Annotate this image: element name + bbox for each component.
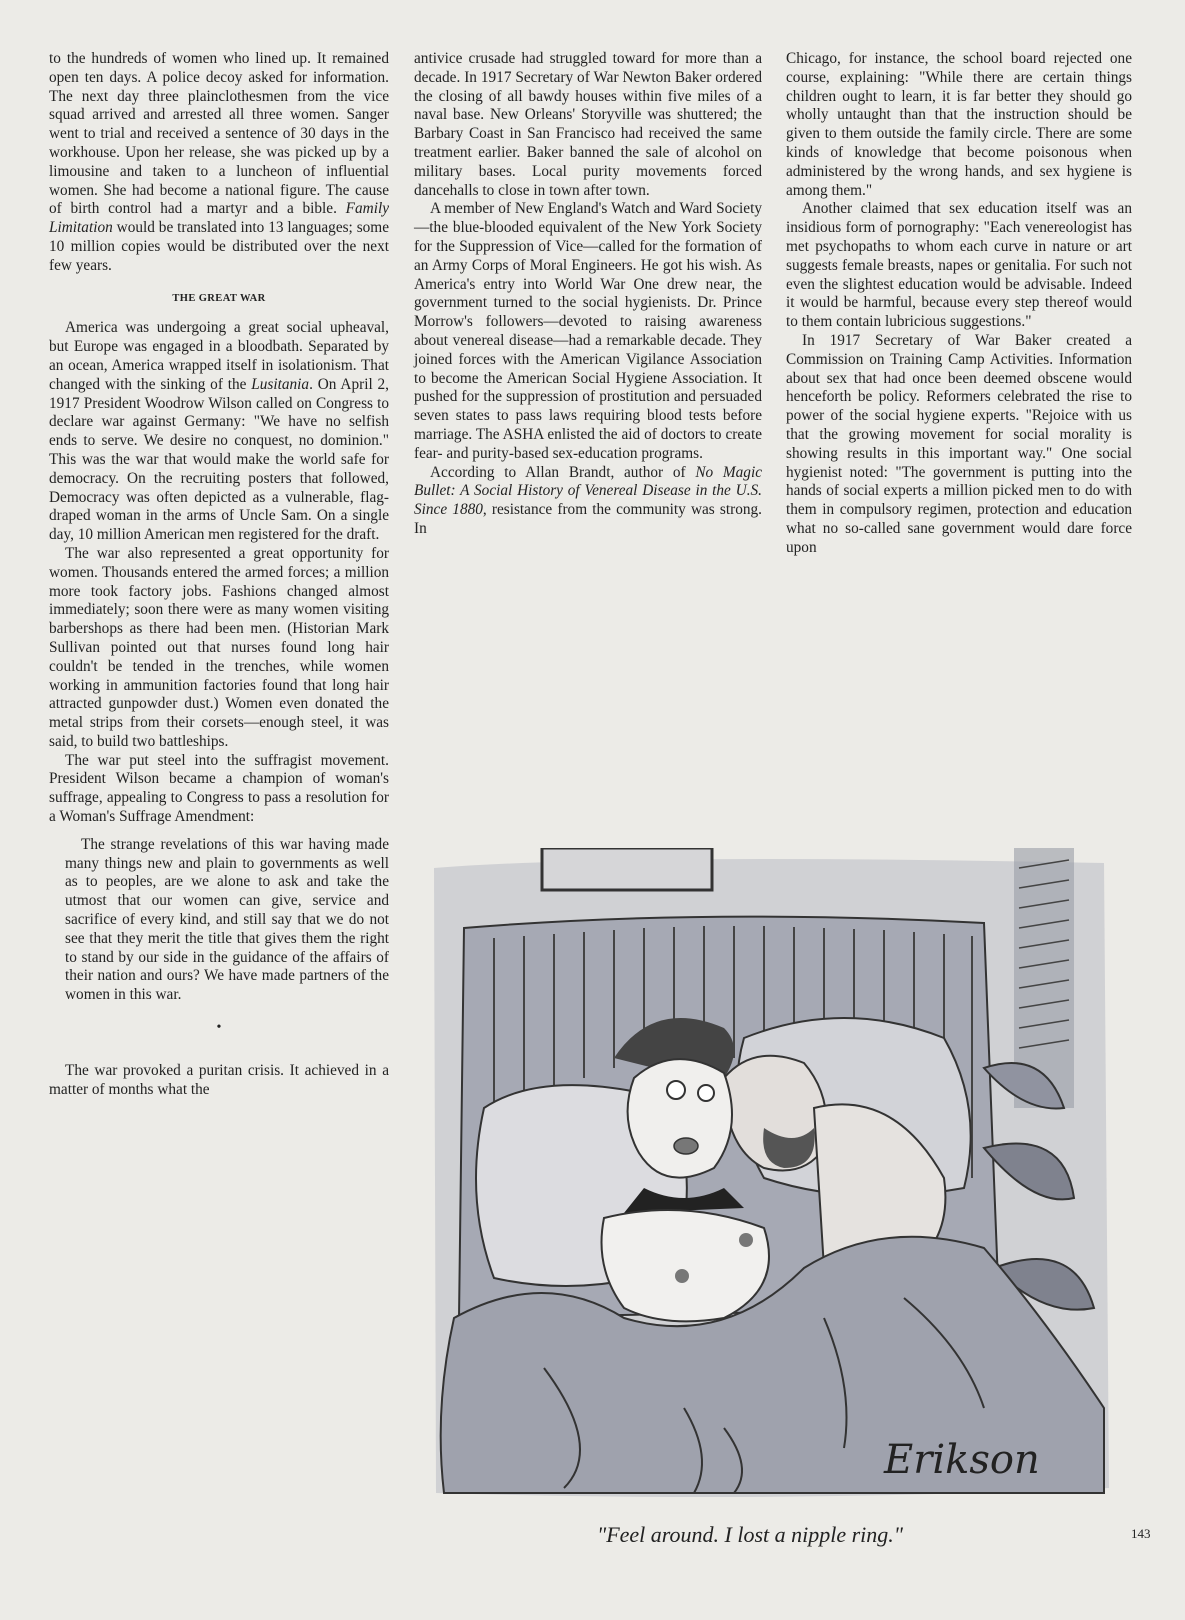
paragraph: The war also represented a great opportunity for women. Thousands entered the armed forces; a million more took factory jobs. Fashions changed almost immediately; soon there were as many women visiting barbershops as there had been men. (Historian Mark Sullivan pointed out that nurses found long hair couldn't be tended in the trenches, while women working in ammunition factories found that long hair attracted gunpowder dust.) Women even donated the metal strips from their corsets—enough steel, it was said, to build two battleships. [49,544,389,750]
paragraph: to the hundreds of women who lined up. It remained open ten days. A police decoy asked for information. The next day three plainclothesmen from the vice squad arrived and arrested all three women. Sanger went to trial and received a sentence of 30 days in the workhouse. Upon her release, she was picked up by a limousine and taken to a luncheon of influential women. She had become a national figure. The cause of birth control had a martyr and a bible. Family Limitation would be translated into 13 languages; some 10 million copies would be distributed over the next few years. [49,50,389,274]
section-bullet: • [216,1020,222,1036]
paragraph: According to Allan Brandt, author of No Magic Bullet: A Social History of Venereal Disease in the U.S. Since 1880, resistance from the community was strong. In [414,463,762,537]
paragraph: The war put steel into the suffragist movement. President Wilson became a champion of woman's suffrage, appealing to Congress to pass a resolution for a Woman's Suffrage Amendment: [49,751,389,826]
paragraph: Chicago, for instance, the school board rejected one course, explaining: "While there are certain things children ought to learn, it is far better they should go wholly untaught than that the instruction should be given to them outside the family circle. There are some kinds of knowledge that become poisonous when administered by the wrong hands, and sex hygiene is among them." [786,50,1132,199]
paragraph: In 1917 Secretary of War Baker created a Commission on Training Camp Activities. Information about sex that had once been deemed obscene would henceforth be policy. Reformers celebrated the rise to power of the social hygiene experts. "Rejoice with us that the growing movement for social morality is showing results in this important way." One social hygienist noted: "The government is putting into the hands of social experts a million picked men to do with them in compulsory regimen, protection and education what no so-called sane government would dare force upon [786,331,1132,556]
cartoon-illustration [424,848,1114,1506]
cartoon-caption: "Feel around. I lost a nipple ring." [596,1522,904,1547]
text-column-3 [786,50,1132,558]
page-number: 143 [1131,1526,1151,1541]
paragraph: A member of New England's Watch and Ward Society—the blue-blooded equivalent of the New York Society for the Suppression of Vice—called for the formation of an Army Corps of Moral Engineers. He got his wish. As America's entry into World War One drew near, the government turned to the social hygienists. Dr. Prince Morrow's followers—devoted to raising awareness about venereal disease—had a remarkable decade. They joined forces with the American Vigilance Association to become the American Social Hygiene Association. It pushed for the suppression of prostitution and persuaded seven states to pass laws requiring blood tests before marriage. The ASHA enlisted the aid of doctors to create fear- and purity-based sex-education programs. [414,200,762,462]
paragraph: Another claimed that sex education itself was an insidious form of pornography: "Each venereologist has met psychopaths to whom each curve in nature or art suggests female breasts, napes or genitalia. For such not even the slightest education would be advisable. Indeed it would be harmful, because every step thereof would to them contain lubricious suggestions." [786,200,1132,331]
quote-text: The strange revelations of this war having made many things new and plain to governments as well as to peoples, are we alone to ask and take the utmost that our women can give, service and sacrifice of every kind, and still say that we do not see that they merit the title that gives them the right to stand by our side in the guidance of the affairs of their nation and ours? We have made partners of the women in this war. [65,835,389,1004]
text-column-2 [414,50,762,539]
block-quote [65,836,389,1005]
paragraph: America was undergoing a great social upheaval, but Europe was engaged in a bloodbath. Separated by an ocean, America wrapped itself in isolationism. That changed with the sinking of the Lusitania. On April 2, 1917 President Woodrow Wilson called on Congress to declare war against Germany: "We have no selfish ends to serve. We desire no conquest, no dominion." This was the war that would make the world safe for democracy. On the recruiting posters that followed, Democracy was often depicted as a vulnerable, flag-draped woman in the arms of Uncle Sam. On a single day, 10 million American men registered for the draft. [49,319,389,544]
cartoon-signature: Erikson [884,1437,1040,1483]
paragraph: antivice crusade had struggled toward for more than a decade. In 1917 Secretary of War Newton Baker ordered the closing of all bawdy houses within five miles of a naval base. New Orleans' Storyville was shuttered; the Barbary Coast in San Francisco had received the same treatment earlier. Baker banned the sale of alcohol on military bases. Local purity movements forced dancehalls to close in town after town. [414,50,762,199]
paragraph: The war provoked a puritan crisis. It achieved in a matter of months what the [49,1061,389,1098]
text-column-1 [49,50,389,1099]
section-heading: THE GREAT WAR [172,292,266,304]
